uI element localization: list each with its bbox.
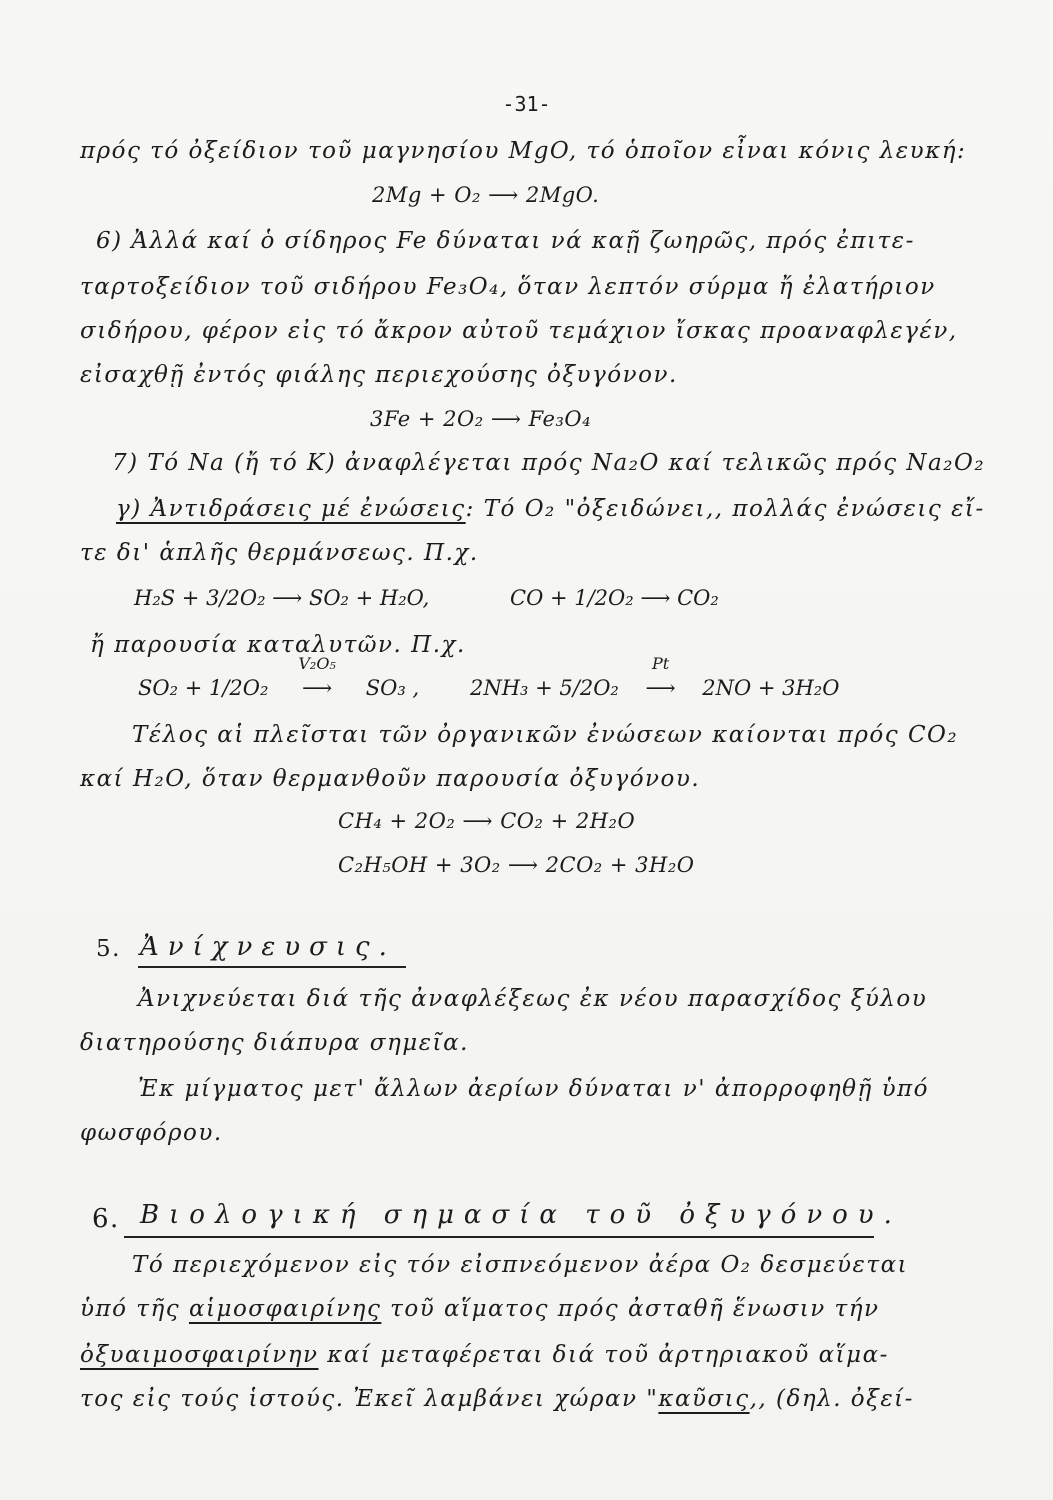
- text-line-7-rest: : Τό O₂ "ὀξειδώνει,, πολλάς ἐνώσεις εἴ-: [465, 496, 985, 522]
- text-line-13: διατηρούσης διάπυρα σημεῖα.: [80, 1030, 469, 1056]
- text-line-2: 6) Ἀλλά καί ὁ σίδηρος Fe δύναται νά καῇ ζωηρῶς, πρός ἐπιτε-: [96, 228, 915, 254]
- equation-co: CO + 1/2O₂ ⟶ CO₂: [510, 586, 719, 610]
- text-line-17: [80, 1294, 880, 1324]
- catalyst-arrow-pt: Pt ⟶: [626, 676, 696, 700]
- term-haemoglobin: αἱμοσφαιρίνης: [188, 1296, 382, 1322]
- text-line-14: Ἐκ μίγματος μετ' ἄλλων ἀερίων δύναται ν' ἀπορροφηθῇ ὑπό: [138, 1076, 930, 1102]
- section-5-heading: Ἀνίχνευσις.: [140, 932, 396, 962]
- equation-nh3: [470, 654, 840, 700]
- equation-mg: 2Mg + O₂ ⟶ 2MgO.: [372, 183, 600, 207]
- equation-ethanol: C₂H₅OH + 3O₂ ⟶ 2CO₂ + 3H₂O: [338, 853, 695, 877]
- text-line-8: τε δι' ἁπλῆς θερμάνσεως. Π.χ.: [80, 540, 479, 566]
- equation-ch4: CH₄ + 2O₂ ⟶ CO₂ + 2H₂O: [338, 809, 636, 833]
- equation-so2: [138, 654, 420, 700]
- equation-fe: 3Fe + 2O₂ ⟶ Fe₃O₄: [370, 407, 592, 431]
- text-line-18: [80, 1340, 889, 1370]
- text-line-3: ταρτοξείδιον τοῦ σιδήρου Fe₃O₄, ὅταν λεπτόν σύρμα ἤ ἐλατήριον: [80, 274, 936, 300]
- text-line-19: [80, 1384, 914, 1414]
- catalyst-pt: Pt: [651, 654, 670, 673]
- equation-h2s: H₂S + 3/2O₂ ⟶ SO₂ + H₂O,: [134, 586, 430, 610]
- equation-nh3-product: 2NO + 3H₂O: [702, 676, 840, 700]
- text-line-17-a: ὑπό τῆς: [80, 1296, 189, 1322]
- text-line-1: πρός τό ὀξείδιον τοῦ μαγνησίου MgO, τό ὁποῖον εἶναι κόνις λευκή:: [80, 138, 967, 164]
- section-6-underline: [124, 1236, 874, 1238]
- text-line-19-b: ,, (δηλ. ὀξεί-: [749, 1386, 914, 1412]
- text-line-9: ἤ παρουσία καταλυτῶν. Π.χ.: [90, 632, 466, 658]
- text-line-18-b: καί μεταφέρεται διά τοῦ ἀρτηριακοῦ αἵμα-: [318, 1342, 889, 1368]
- text-line-10: Τέλος αἱ πλεῖσται τῶν ὀργανικῶν ἐνώσεων καίονται πρός CO₂: [132, 722, 959, 748]
- text-line-6: 7) Τό Na (ἤ τό K) ἀναφλέγεται πρός Na₂O καί τελικῶς πρός Na₂O₂: [112, 450, 986, 476]
- section-5-number: 5.: [96, 936, 121, 962]
- text-line-15: φωσφόρου.: [80, 1120, 223, 1146]
- equation-so2-product: SO₃ ,: [365, 676, 420, 700]
- term-combustion: καῦσις: [658, 1386, 750, 1412]
- text-line-5: εἰσαχθῇ ἐντός φιάλης περιεχούσης ὀξυγόνον.: [80, 362, 678, 388]
- equation-nh3-reactants: 2NH₃ + 5/2O₂: [470, 676, 619, 700]
- text-line-17-b: τοῦ αἵματος πρός ἀσταθῆ ἕνωσιν τήν: [381, 1296, 880, 1322]
- catalyst-v2o5: V₂O₅: [298, 654, 336, 673]
- text-line-19-a: τος εἰς τούς ἱστούς. Ἐκεῖ λαμβάνει χώραν ": [80, 1386, 659, 1412]
- catalyst-arrow-v2o5: V₂O₅ ⟶: [275, 676, 359, 700]
- subsection-label: γ) Ἀντιδράσεις μέ ἐνώσεις: [116, 496, 466, 522]
- text-line-12: Ἀνιχνεύεται διά τῆς ἀναφλέξεως ἐκ νέου παρασχίδος ξύλου: [138, 986, 928, 1012]
- term-oxyhaemoglobin: ὀξυαιμοσφαιρίνην: [80, 1342, 319, 1368]
- section-5-underline: [138, 966, 406, 968]
- page-number: -31-: [502, 92, 551, 116]
- equation-so2-reactants: SO₂ + 1/2O₂: [138, 676, 269, 700]
- text-line-16: Τό περιεχόμενον εἰς τόν εἰσπνεόμενον ἀέρα O₂ δεσμεύεται: [132, 1252, 909, 1278]
- text-line-7: [116, 494, 985, 524]
- section-6-heading: Βιολογική σημασία τοῦ ὀξυγόνου.: [140, 1200, 902, 1230]
- text-line-4: σιδήρου, φέρον εἰς τό ἄκρον αὐτοῦ τεμάχιον ἴσκας προαναφλεγέν,: [80, 318, 958, 344]
- text-line-11: καί H₂O, ὅταν θερμανθοῦν παρουσία ὀξυγόνου.: [80, 766, 701, 792]
- section-6-number: 6.: [92, 1204, 120, 1234]
